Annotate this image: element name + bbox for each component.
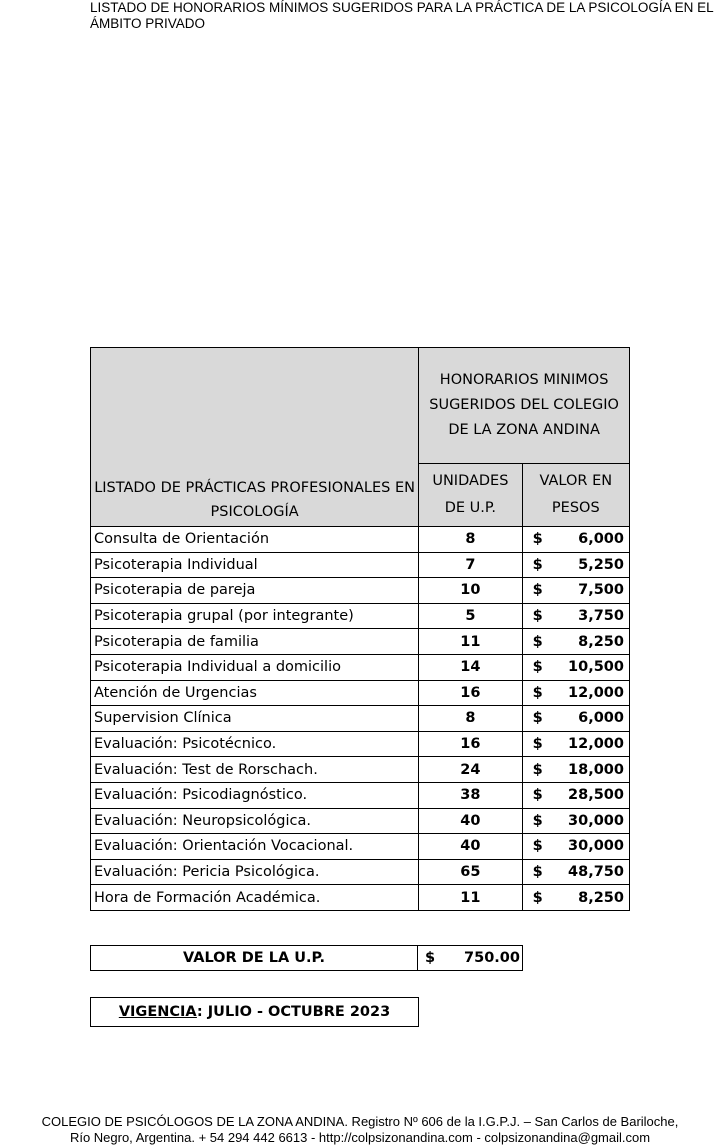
table-row bbox=[91, 552, 630, 578]
practice-value-cell bbox=[522, 834, 629, 860]
practice-value: 30,000 bbox=[568, 838, 624, 855]
practice-value-cell bbox=[522, 731, 629, 757]
table-row bbox=[91, 808, 630, 834]
practice-value: 10,500 bbox=[568, 659, 624, 676]
currency-symbol: $ bbox=[532, 556, 543, 573]
currency-symbol: $ bbox=[532, 684, 543, 701]
currency-symbol: $ bbox=[532, 889, 543, 906]
practice-value: 6,000 bbox=[578, 710, 624, 727]
currency-symbol: $ bbox=[532, 608, 543, 625]
practice-value: 28,500 bbox=[568, 787, 624, 804]
practice-value-cell bbox=[522, 885, 629, 911]
practice-units: 10 bbox=[419, 578, 522, 604]
practice-units: 14 bbox=[419, 654, 522, 680]
practice-value: 3,750 bbox=[578, 608, 624, 625]
currency-symbol: $ bbox=[532, 812, 543, 829]
practice-value: 6,000 bbox=[578, 531, 624, 548]
table-row bbox=[91, 859, 630, 885]
practice-value-cell bbox=[522, 654, 629, 680]
practices-column-header: LISTADO DE PRÁCTICAS PROFESIONALES EN PSICOLOGÍA bbox=[91, 348, 419, 527]
practice-units: 38 bbox=[419, 782, 522, 808]
practice-units: 40 bbox=[419, 808, 522, 834]
fees-column-header: HONORARIOS MINIMOS SUGERIDOS DEL COLEGIO DE LA ZONA ANDINA bbox=[419, 348, 630, 464]
practice-name: Evaluación: Test de Rorschach. bbox=[91, 757, 419, 783]
currency-symbol: $ bbox=[532, 582, 543, 599]
validity-box bbox=[90, 997, 419, 1027]
up-value-box bbox=[90, 945, 523, 971]
practice-units: 16 bbox=[419, 680, 522, 706]
practice-name: Consulta de Orientación bbox=[91, 527, 419, 553]
currency-symbol: $ bbox=[532, 787, 543, 804]
value-column-header: VALOR EN PESOS bbox=[522, 464, 629, 527]
table-row bbox=[91, 706, 630, 732]
table-row bbox=[91, 603, 630, 629]
practice-units: 7 bbox=[419, 552, 522, 578]
practice-name: Psicoterapia Individual bbox=[91, 552, 419, 578]
practice-value: 8,250 bbox=[578, 633, 624, 650]
table-row bbox=[91, 731, 630, 757]
practice-units: 40 bbox=[419, 834, 522, 860]
validity-separator: : bbox=[196, 1004, 203, 1020]
practice-value-cell bbox=[522, 603, 629, 629]
practice-value-cell bbox=[522, 706, 629, 732]
up-currency-symbol: $ bbox=[425, 950, 436, 966]
practice-value: 12,000 bbox=[568, 736, 624, 753]
currency-symbol: $ bbox=[532, 736, 543, 753]
currency-symbol: $ bbox=[532, 633, 543, 650]
practice-value: 18,000 bbox=[568, 761, 624, 778]
currency-symbol: $ bbox=[532, 531, 543, 548]
table-row bbox=[91, 654, 630, 680]
currency-symbol: $ bbox=[532, 761, 543, 778]
units-column-header: UNIDADES DE U.P. bbox=[419, 464, 522, 527]
practice-name: Evaluación: Pericia Psicológica. bbox=[91, 859, 419, 885]
practice-units: 11 bbox=[419, 885, 522, 911]
practice-units: 16 bbox=[419, 731, 522, 757]
practice-value-cell bbox=[522, 782, 629, 808]
practice-name: Evaluación: Neuropsicológica. bbox=[91, 808, 419, 834]
footer-line-2: Río Negro, Argentina. + 54 294 442 6613 - http://colpsizonandina.com - colpsizonandina@gmail.com bbox=[69, 1130, 651, 1145]
document-title: LISTADO DE HONORARIOS MÍNIMOS SUGERIDOS PARA LA PRÁCTICA DE LA PSICOLOGÍA EN EL ÁMBITO PRIVADO bbox=[90, 0, 714, 31]
up-value-amount-cell bbox=[418, 946, 522, 970]
validity-label: VIGENCIA bbox=[118, 1004, 197, 1020]
practice-name: Hora de Formación Académica. bbox=[91, 885, 419, 911]
practice-value: 7,500 bbox=[578, 582, 624, 599]
currency-symbol: $ bbox=[532, 710, 543, 727]
table-row bbox=[91, 578, 630, 604]
practice-units: 65 bbox=[419, 859, 522, 885]
practice-name: Evaluación: Psicotécnico. bbox=[91, 731, 419, 757]
table-row bbox=[91, 527, 630, 553]
practice-units: 24 bbox=[419, 757, 522, 783]
practice-value-cell bbox=[522, 757, 629, 783]
practice-name: Psicoterapia Individual a domicilio bbox=[91, 654, 419, 680]
up-amount: 750.00 bbox=[464, 950, 520, 966]
practice-units: 5 bbox=[419, 603, 522, 629]
practice-units: 8 bbox=[419, 527, 522, 553]
practice-value-cell bbox=[522, 859, 629, 885]
currency-symbol: $ bbox=[532, 838, 543, 855]
practice-value: 30,000 bbox=[568, 812, 624, 829]
footer bbox=[0, 1114, 720, 1146]
practice-value: 5,250 bbox=[578, 556, 624, 573]
practice-name: Evaluación: Orientación Vocacional. bbox=[91, 834, 419, 860]
practice-value: 8,250 bbox=[578, 889, 624, 906]
fees-table bbox=[90, 347, 630, 911]
practice-value-cell bbox=[522, 680, 629, 706]
up-value-label: VALOR DE LA U.P. bbox=[91, 946, 418, 970]
footer-line-1: COLEGIO DE PSICÓLOGOS DE LA ZONA ANDINA. Registro Nº 606 de la I.G.P.J. – San Carlos de Bariloche, bbox=[41, 1114, 679, 1129]
table-row bbox=[91, 885, 630, 911]
practice-name: Evaluación: Psicodiagnóstico. bbox=[91, 782, 419, 808]
validity-period: JULIO - OCTUBRE 2023 bbox=[207, 1004, 391, 1020]
currency-symbol: $ bbox=[532, 659, 543, 676]
practice-name: Psicoterapia de familia bbox=[91, 629, 419, 655]
practice-value: 48,750 bbox=[568, 864, 624, 881]
practice-name: Atención de Urgencias bbox=[91, 680, 419, 706]
currency-symbol: $ bbox=[532, 864, 543, 881]
practice-value-cell bbox=[522, 808, 629, 834]
practice-name: Psicoterapia grupal (por integrante) bbox=[91, 603, 419, 629]
table-row bbox=[91, 834, 630, 860]
table-row bbox=[91, 680, 630, 706]
table-row bbox=[91, 782, 630, 808]
practice-value-cell bbox=[522, 629, 629, 655]
practice-value-cell bbox=[522, 552, 629, 578]
table-row bbox=[91, 629, 630, 655]
practice-value: 12,000 bbox=[568, 684, 624, 701]
practice-units: 8 bbox=[419, 706, 522, 732]
practice-name: Psicoterapia de pareja bbox=[91, 578, 419, 604]
table-row bbox=[91, 757, 630, 783]
practice-units: 11 bbox=[419, 629, 522, 655]
practice-value-cell bbox=[522, 578, 629, 604]
practice-name: Supervision Clínica bbox=[91, 706, 419, 732]
practice-value-cell bbox=[522, 527, 629, 553]
